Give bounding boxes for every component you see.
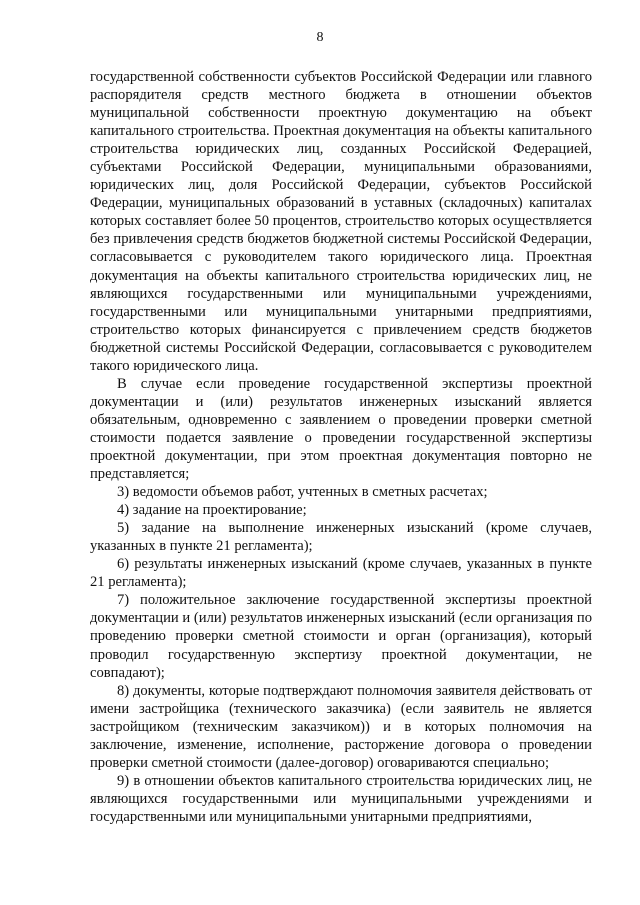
list-item-5: 5) задание на выполнение инженерных изысканий (кроме случаев, указанных в пункте 21 регламента);: [90, 520, 592, 555]
page-number: 8: [316, 30, 324, 45]
paragraph-continued-text: государственной собственности субъектов Российской Федерации или главного распорядителя средств местного бюджета в отношении объектов муниципальной собственности проектную документацию на объект капитального строительства. Проектная документация на объекты капитального строительства юридических лиц, созданных Российской Федерацией, субъектами Российской Федерации, муниципальными образованиями, юридических лиц, доля Российской Федерации, субъектов Российской Федерации, муниципальных образований в уставных (складочных) капиталах которых составляет более 50 процентов, строительство которых осуществляется без привлечения средств бюджетов бюджетной системы Российской Федерации, согласовывается с руководителем такого юридического лица. Проектная документация на объекты капитального строительства юридических лиц, не являющихся государственными или муниципальными учреждениями, государственными или муниципальными унитарными предприятиями, строительство которых финансируется с привлечением средств бюджетов бюджетной системы Российской Федерации, согласовывается с руководителем такого юридического лица.: [90, 69, 592, 374]
list-item-8: 8) документы, которые подтверждают полномочия заявителя действовать от имени застройщика (технического заказчика) (если заявитель не является застройщиком (техническим заказчиком)) и в которых полномочия на заключение, изменение, исполнение, расторжение договора о проведении проверки сметной стоимости (далее-договор) оговариваются специально;: [90, 682, 592, 771]
document-body: [90, 68, 592, 826]
list-item-7: 7) положительное заключение государственной экспертизы проектной документации и (или) результатов инженерных изысканий (если организация по проведению проверки сметной стоимости и орган (организация), который проводил государственную экспертизу проектной документации, не совпадают);: [90, 592, 592, 681]
list-item-9: 9) в отношении объектов капитального строительства юридических лиц, не являющихся государственными или муниципальными учреждениями и государственными или муниципальными унитарными предприятиями,: [90, 772, 592, 825]
list-item-3: 3) ведомости объемов работ, учтенных в сметных расчетах;: [117, 484, 488, 501]
paragraph-case-expertise: В случае если проведение государственной экспертизы проектной документации и (или) результатов инженерных изысканий является обязательным, одновременно с заявлением о проведении проверки сметной стоимости подается заявление о проведении государственной экспертизы проектной документации, при этом проектная документация повторно не представляется;: [90, 375, 592, 483]
list-item-6: 6) результаты инженерных изысканий (кроме случаев, указанных в пункте 21 регламента);: [90, 556, 592, 591]
list-item-4: 4) задание на проектирование;: [117, 502, 307, 519]
